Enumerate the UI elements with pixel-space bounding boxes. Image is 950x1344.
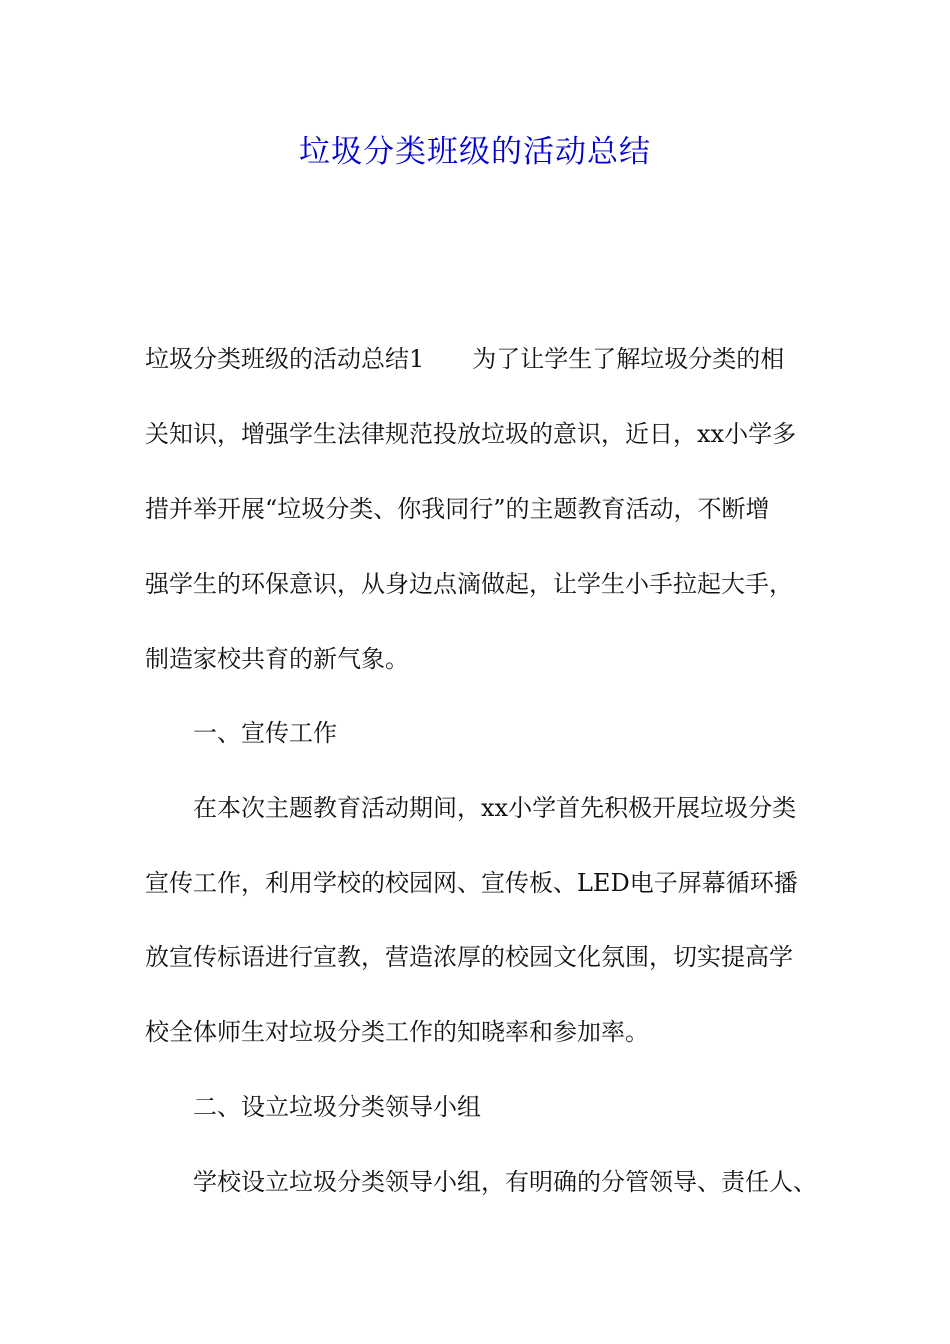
- section-heading-1: 一、宣传工作: [193, 719, 337, 747]
- body-line-6: 在本次主题教育活动期间，xx小学首先积极开展垃圾分类: [193, 794, 797, 822]
- body-line-10: 学校设立垃圾分类领导小组，有明确的分管领导、责任人、: [193, 1168, 817, 1196]
- section-heading-2: 二、设立垃圾分类领导小组: [193, 1093, 481, 1121]
- body-line-5: 制造家校共育的新气象。: [145, 645, 409, 673]
- body-line-2: 关知识，增强学生法律规范投放垃圾的意识，近日，xx小学多: [145, 420, 797, 448]
- body-line-7: 宣传工作，利用学校的校园网、宣传板、LED电子屏幕循环播: [145, 869, 798, 897]
- body-line-4: 强学生的环保意识，从身边点滴做起，让学生小手拉起大手，: [145, 570, 793, 598]
- body-line-3: 措并举开展“垃圾分类、你我同行”的主题教育活动，不断增: [145, 495, 770, 523]
- body-line-8: 放宣传标语进行宣教，营造浓厚的校园文化氛围，切实提高学: [145, 943, 793, 971]
- document-title: 垃圾分类班级的活动总结: [299, 134, 651, 170]
- body-line-9: 校全体师生对垃圾分类工作的知晓率和参加率。: [145, 1018, 649, 1046]
- body-line-1: 垃圾分类班级的活动总结1 为了让学生了解垃圾分类的相: [145, 345, 785, 373]
